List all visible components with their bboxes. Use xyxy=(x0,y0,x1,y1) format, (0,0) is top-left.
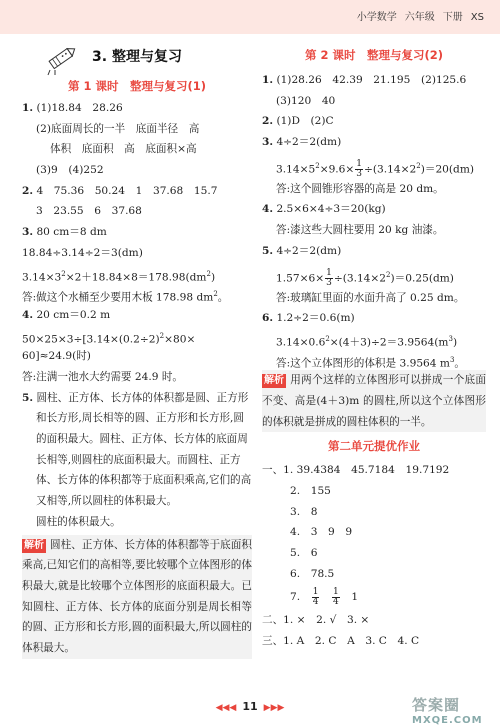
chapter-title xyxy=(22,40,252,74)
r-u1-line1: 一、1. 39.4384 45.7184 19.7192 xyxy=(262,464,450,477)
r-q3-line2: $3.14\times 5^2\times 9.6\times$ $\frac{1}{3}$ $\div(3.14\times 2^2)=20(dm)$ xyxy=(276,158,475,179)
header-subject: 小学数学 xyxy=(356,12,397,23)
lesson2-title: 第 2 课时 整理与复习(2) xyxy=(304,48,444,62)
r-u1-line4: 4. 3 9 9 xyxy=(290,526,353,539)
l-q1-line2: (2)底面周长的一半 底面半径 高 xyxy=(36,122,200,135)
r-q2-line1: 2. (1)D (2)C xyxy=(262,115,334,128)
r-u1-line2: 2. 155 xyxy=(290,485,331,498)
analysis-tag: 解析 xyxy=(24,539,44,551)
r-u1-line5: 5. 6 xyxy=(290,547,318,560)
r-q3-line3: 答:这个圆锥形容器的高是 20 dm。 xyxy=(276,182,444,195)
analysis-tag: 解析 xyxy=(264,375,284,387)
footer-left-arrows-icon: ◀◀◀ xyxy=(215,703,237,713)
r-q3-line1: 3. 4÷2＝2(dm) xyxy=(262,136,342,149)
l-q4-line2: $50\times 25\times 3\div[3.14\times(0.2\div 2)^2\times 80\times$ xyxy=(22,331,196,346)
r-q1-line1: 1. (1)28.26 42.39 21.195 (2)125.6 xyxy=(262,74,467,86)
r-u1-line3: 3. 8 xyxy=(290,505,318,518)
watermark xyxy=(412,694,494,726)
l-q3-line4: 答:做这个水桶至少要用木板 178.98 $dm^2$。 xyxy=(22,290,229,304)
r-q1-line2: (3)120 40 xyxy=(276,94,336,107)
r-u3-line: 三、1. A 2. C A 3. C 4. C xyxy=(262,635,420,648)
r-q6-line3: 答:这个立体图形的体积是 3.9564 $m^3$。 xyxy=(276,355,466,370)
l-q3-line2: 18.84÷3.14÷2＝3(dm) xyxy=(22,246,143,259)
header-info xyxy=(349,8,484,23)
l-q5-text: 5. 圆柱、正方体、长方体的体积都是圆、正方形和长方形,周长相等的圆、正方形和长方形,圆的面积最大。圆柱、正方体、长方体的底面周长相等,则圆柱的底面积最大。而圆柱、正方体、长方体的体积都等于底面积乘高,它们的高又相等,所以圆柱的体积最大。 xyxy=(22,391,252,508)
header-edition: XS xyxy=(470,12,484,23)
page-number: 11 xyxy=(242,700,258,713)
footer-right-arrows-icon: ▶▶▶ xyxy=(263,703,285,713)
header-term: 下册 xyxy=(442,12,463,23)
r-q6-line2: $3.14\times 0.6^2\times(4+3)\div 2=3.9564(m^3)$ xyxy=(276,334,458,349)
r-u1-line7: 7. $\frac{1}{4}$ $\frac{1}{4}$ 1 xyxy=(290,586,359,607)
r-q5-line3: 答:玻璃缸里面的水面升高了 0.25 dm。 xyxy=(276,291,465,304)
watermark-top: 答案圈 xyxy=(412,696,461,714)
r-q4-line1: 4. 2.5×6×4÷3＝20(kg) xyxy=(262,203,386,216)
left-analysis: 解析 圆柱、正方体、长方体的体积都等于底面积乘高,已知它们的高相等,要比较哪个立体图形的体积最大,就是比较哪个立体图形的底面积最大。已知圆柱、正方体、长方体的底面分别是周长相等的圆、正方形和长方形,圆的面积最大,所以圆柱的体积最大。 xyxy=(22,535,252,659)
chapter-title-text: 3. 整理与复习 xyxy=(92,49,182,65)
r-u2-line: 二、1. × 2. √ 3. × xyxy=(262,614,370,627)
r-q6-line1: 6. 1.2÷2＝0.6(m) xyxy=(262,312,355,325)
watermark-bottom: MXQE.COM xyxy=(412,715,483,726)
l-q4-line1: 4. 20 cm＝0.2 m xyxy=(22,308,111,321)
header-bar xyxy=(0,0,500,34)
l-q4-line4: 答:注满一池水大约需要 24.9 时。 xyxy=(22,370,184,383)
r-q5-line2: 1.57×6× $\frac{1}{3}$ $\div(3.14\times 2^2)=0.25(dm)$ xyxy=(276,267,454,288)
l-q1-line4: (3)9 (4)252 xyxy=(36,164,104,177)
right-analysis: 解析 用两个这样的立体图形可以拼成一个底面不变、高是(4＋3)m 的圆柱,所以这个立体图形的体积就是拼成的圆柱体积的一半。 xyxy=(262,370,486,432)
r-q5-line1: 5. 4÷2＝2(dm) xyxy=(262,244,342,257)
l-q2-line1: 2. 4 75.36 50.24 1 37.68 15.7 xyxy=(22,184,218,197)
r-q4-line2: 答:漆这些大圆柱要用 20 kg 油漆。 xyxy=(276,224,444,237)
l-q3-line1: 3. 80 cm＝8 dm xyxy=(22,226,107,239)
l-q5-answer: 圆柱的体积最大。 xyxy=(36,515,121,528)
r-u1-line6: 6. 78.5 xyxy=(290,567,335,580)
unit-title: 第二单元提优作业 xyxy=(328,439,420,454)
l-q1-line3: 体积 底面积 高 底面积×高 xyxy=(50,143,197,156)
right-column xyxy=(262,40,486,652)
pencil-mascot-icon xyxy=(42,42,80,76)
left-column xyxy=(22,40,252,659)
l-q3-line3: $3.14\times 3^2\times 2+18.84\times 8=178.98(dm^2)$ xyxy=(22,269,216,284)
l-q4-line3: 60]≈24.9(时) xyxy=(22,350,91,363)
l-q1-line1: 1. (1)18.84 28.26 xyxy=(22,102,123,114)
lesson1-title: 第 1 课时 整理与复习(1) xyxy=(67,79,207,93)
l-q2-line2: 3 23.55 6 37.68 xyxy=(36,205,142,218)
header-grade: 六年级 xyxy=(404,12,435,23)
